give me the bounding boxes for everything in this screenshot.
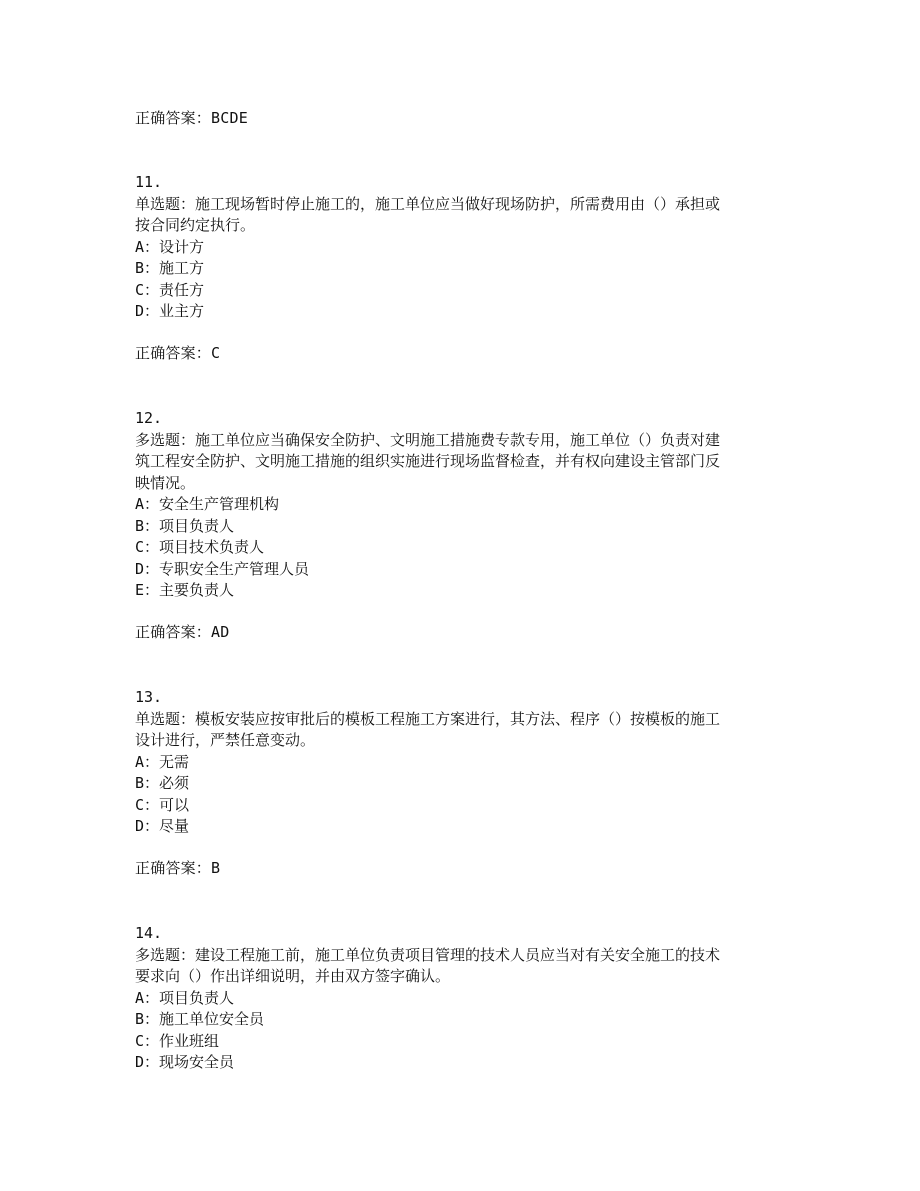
question-14-stem-line-1: 多选题：建设工程施工前，施工单位负责项目管理的技术人员应当对有关安全施工的技术 — [135, 946, 721, 964]
question-14-option-c: C：作业班组 — [135, 1032, 220, 1050]
question-11-option-b: B：施工方 — [135, 259, 205, 277]
answer-11: 正确答案：C — [135, 344, 221, 362]
question-12-option-b: B：项目负责人 — [135, 517, 235, 535]
question-12-number: 12. — [135, 409, 163, 427]
question-11-number: 11. — [135, 173, 163, 191]
answer-10: 正确答案：BCDE — [135, 109, 248, 127]
question-11-stem-line-2: 按合同约定执行。 — [135, 216, 256, 234]
question-13-stem-line-1: 单选题：模板安装应按审批后的模板工程施工方案进行，其方法、程序（）按模板的施工 — [135, 710, 721, 728]
question-13-number: 13. — [135, 688, 163, 706]
question-13-option-a: A：无需 — [135, 753, 190, 771]
question-13-option-d: D：尽量 — [135, 817, 190, 835]
question-11-stem-line-1: 单选题：施工现场暂时停止施工的，施工单位应当做好现场防护，所需费用由（）承担或 — [135, 195, 721, 213]
question-14-stem-line-2: 要求向（）作出详细说明，并由双方签字确认。 — [135, 967, 451, 985]
question-14-option-b: B：施工单位安全员 — [135, 1010, 265, 1028]
question-11-option-a: A：设计方 — [135, 238, 205, 256]
question-12-stem-line-1: 多选题：施工单位应当确保安全防护、文明施工措施费专款专用，施工单位（）负责对建 — [135, 431, 721, 449]
question-14-option-a: A：项目负责人 — [135, 989, 235, 1007]
question-12-option-e: E：主要负责人 — [135, 581, 235, 599]
question-11-option-c: C：责任方 — [135, 281, 205, 299]
question-12-option-d: D：专职安全生产管理人员 — [135, 560, 310, 578]
question-12-option-c: C：项目技术负责人 — [135, 538, 265, 556]
answer-13: 正确答案：B — [135, 859, 221, 877]
question-14-number: 14. — [135, 924, 163, 942]
question-13-stem-line-2: 设计进行，严禁任意变动。 — [135, 731, 316, 749]
question-13-option-c: C：可以 — [135, 796, 190, 814]
question-12-stem-line-3: 映情况。 — [135, 474, 196, 492]
question-12-stem-line-2: 筑工程安全防护、文明施工措施的组织实施进行现场监督检查，并有权向建设主管部门反 — [135, 452, 721, 470]
answer-12: 正确答案：AD — [135, 623, 230, 641]
question-13-option-b: B：必须 — [135, 774, 190, 792]
question-12-option-a: A：安全生产管理机构 — [135, 495, 280, 513]
question-14-option-d: D：现场安全员 — [135, 1053, 235, 1071]
question-11-option-d: D：业主方 — [135, 302, 205, 320]
